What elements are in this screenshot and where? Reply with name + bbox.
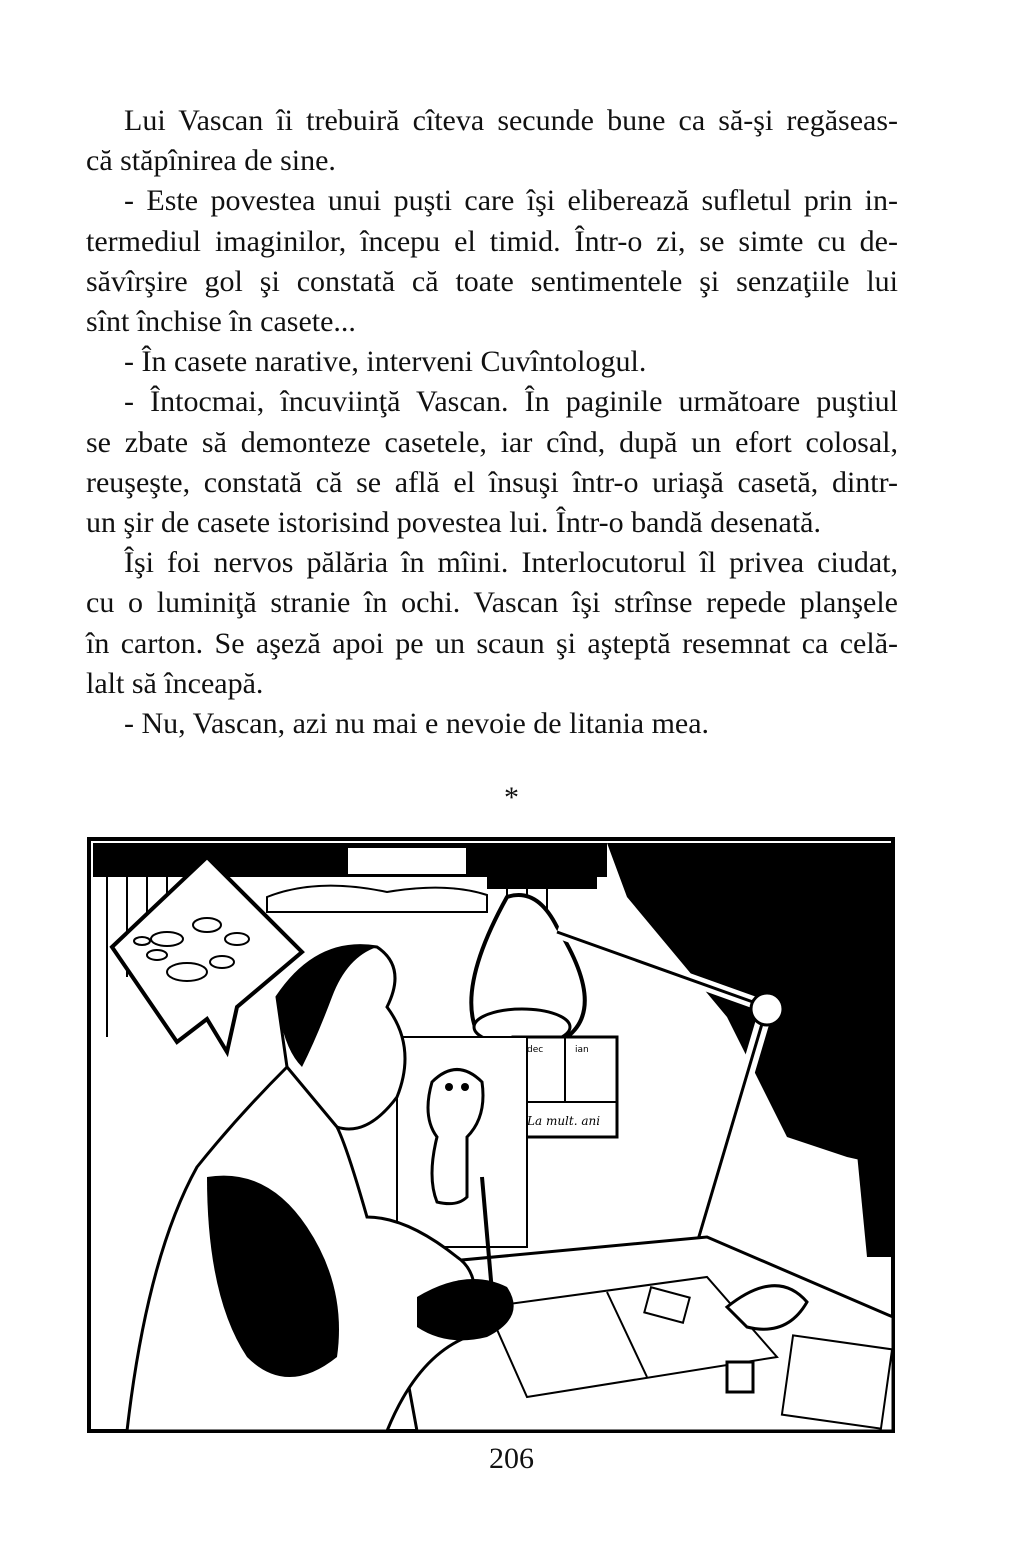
text-line: Lui Vascan îi trebuiră cîteva secunde bune ca să-şi regăseas- xyxy=(124,104,898,137)
text-line: Îşi foi nervos pălăria în mîini. Interlocutorul îl privea ciudat, xyxy=(124,546,898,580)
text-line: - Întocmai, încuviinţă Vascan. În paginile următoare puştiul xyxy=(124,385,898,419)
dog-poster xyxy=(397,1037,527,1247)
text-line: săvîrşire gol şi constată că toate sentimentele şi senzaţiile lui xyxy=(86,264,898,298)
calendar-greeting: La mult. ani xyxy=(527,1114,601,1128)
text-line: - Este povestea unui puşti care îşi eliberează sufletul prin in- xyxy=(124,184,898,218)
calendar-month-a: dec xyxy=(527,1045,544,1055)
text-line: sînt închise în casete... xyxy=(86,305,356,339)
wall-calendar xyxy=(513,1037,617,1137)
text-line: - Nu, Vascan, azi nu mai e nevoie de litania mea. xyxy=(124,707,710,741)
text-line: se zbate să demonteze casetele, iar cînd, după un efort colosal, xyxy=(86,425,898,459)
calendar-month-b: ian xyxy=(575,1045,589,1055)
page-number: 206 xyxy=(489,1442,534,1475)
text-line: lalt să înceapă. xyxy=(86,666,264,700)
section-separator: * xyxy=(504,781,519,814)
text-line: termediul imaginilor, începu el timid. Într-o zi, se simte cu de- xyxy=(86,224,898,258)
text-line: un şir de casete istorisind povestea lui. Într-o bandă desenată. xyxy=(86,506,821,540)
text-line: că stăpînirea de sine. xyxy=(86,144,336,178)
text-line: cu o luminiţă stranie în ochi. Vascan îşi strînse repede planşele xyxy=(86,586,898,620)
body-text xyxy=(86,101,898,744)
text-line: - În casete narative, interveni Cuvîntologul. xyxy=(124,345,647,379)
text-line: reuşeşte, constată că se află el însuşi într-o uriaşă casetă, dintr- xyxy=(86,465,898,499)
text-line: în carton. Se aşeză apoi pe un scaun şi aşteptă resemnat ca celă- xyxy=(86,626,898,660)
comic-illustration xyxy=(87,837,895,1433)
